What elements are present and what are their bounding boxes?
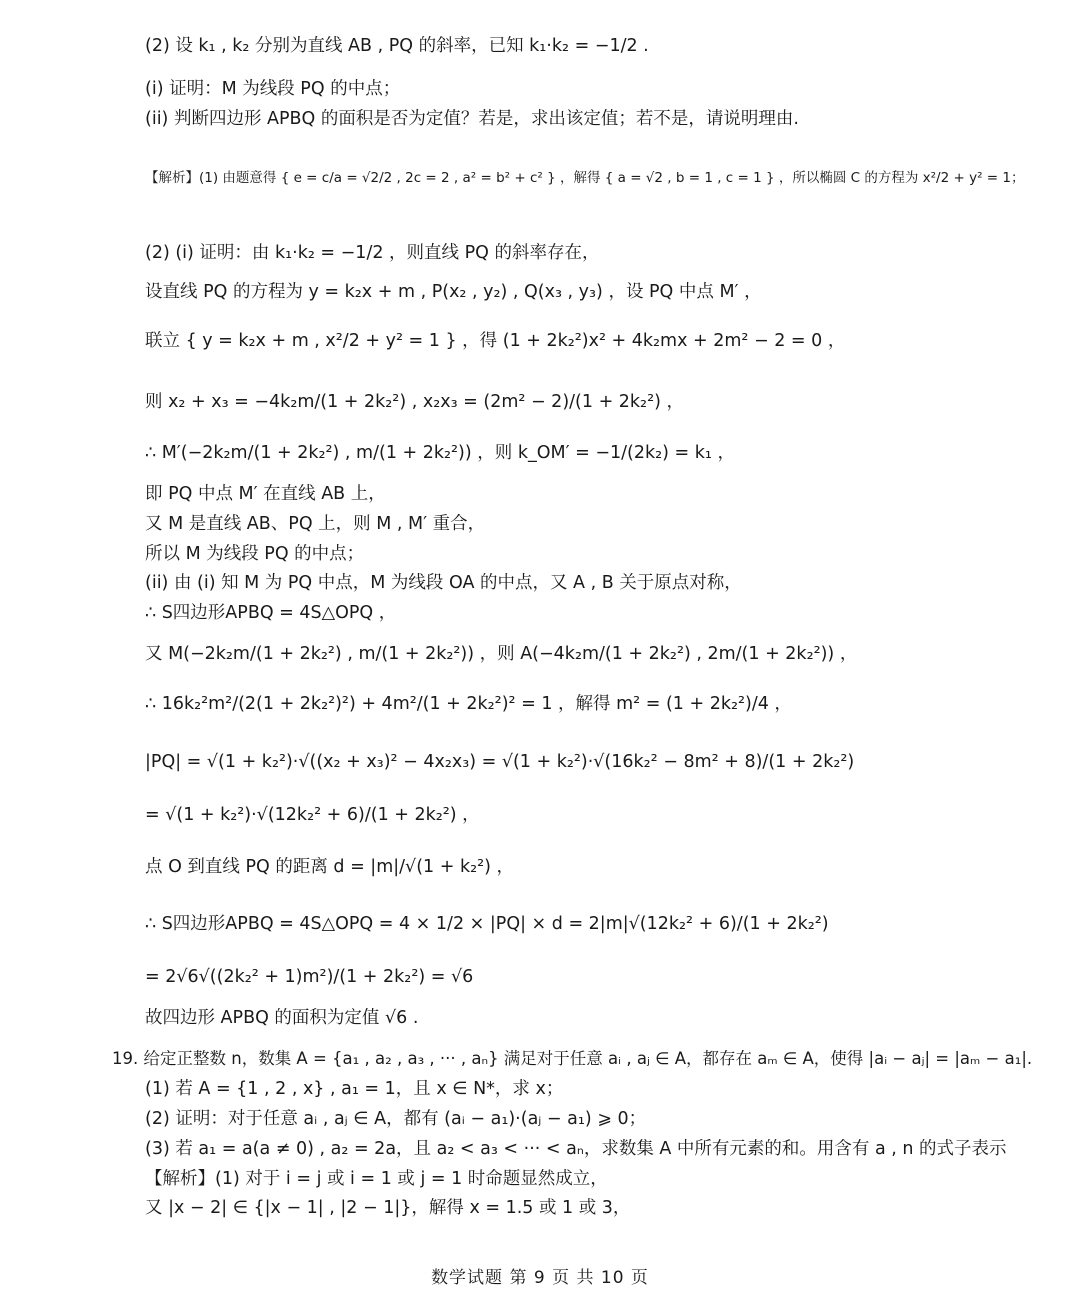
text-line: ∴ M′(−2k₂m/(1 + 2k₂²) , m/(1 + 2k₂²)) ，则 k_OM′ = −1/(2k₂) = k₁ ，	[145, 443, 735, 463]
text-line: 联立 { y = k₂x + m , x²/2 + y² = 1 } ，得 (1 + 2k₂²)x² + 4k₂mx + 2m² − 2 = 0 ，	[145, 331, 846, 351]
text-line: (ii) 由 (i) 知 M 为 PQ 中点，M 为线段 OA 的中点，又 A , B 关于原点对称，	[145, 573, 742, 593]
text-line: 【解析】(1) 由题意得 { e = c/a = √2/2 , 2c = 2 , a² = b² + c² } ，解得 { a = √2 , b = 1 , c = 1 } ，所以椭圆 C 的方程为 x²/2 + y² = 1；	[145, 170, 1025, 186]
text-line: (2) 证明：对于任意 aᵢ , aⱼ ∈ A，都有 (aᵢ − a₁)·(aⱼ − a₁) ⩾ 0；	[145, 1109, 647, 1129]
text-line: 所以 M 为线段 PQ 的中点；	[145, 544, 365, 564]
text-line: 即 PQ 中点 M′ 在直线 AB 上，	[145, 484, 386, 504]
text-line: 【解析】(1) 对于 i = j 或 i = 1 或 j = 1 时命题显然成立，	[145, 1169, 608, 1189]
text-line: = 2√6√((2k₂² + 1)m²)/(1 + 2k₂²) = √6	[145, 967, 474, 987]
text-line: (ii) 判断四边形 APBQ 的面积是否为定值？若是，求出该定值；若不是，请说明理由.	[145, 109, 799, 129]
text-line: (2) 设 k₁ , k₂ 分别为直线 AB , PQ 的斜率，已知 k₁·k₂ = −1/2 .	[145, 36, 649, 56]
text-line: (1) 若 A = {1 , 2 , x} , a₁ = 1，且 x ∈ N*，求 x；	[145, 1079, 564, 1099]
page-footer: 数学试题 第 9 页 共 10 页	[431, 1268, 649, 1288]
text-line: 又 |x − 2| ∈ {|x − 1| , |2 − 1|}，解得 x = 1.5 或 1 或 3，	[145, 1198, 631, 1218]
text-line: (i) 证明：M 为线段 PQ 的中点；	[145, 79, 401, 99]
text-line: 故四边形 APBQ 的面积为定值 √6 .	[145, 1008, 419, 1028]
text-line: 又 M 是直线 AB、PQ 上，则 M , M′ 重合，	[145, 514, 486, 534]
text-line: 则 x₂ + x₃ = −4k₂m/(1 + 2k₂²) , x₂x₃ = (2m² − 2)/(1 + 2k₂²) ，	[145, 392, 684, 412]
text-line: 设直线 PQ 的方程为 y = k₂x + m , P(x₂ , y₂) , Q(x₃ , y₃) ，设 PQ 中点 M′ ，	[145, 282, 762, 302]
text-line: ∴ 16k₂²m²/(2(1 + 2k₂²)²) + 4m²/(1 + 2k₂²)² = 1 ，解得 m² = (1 + 2k₂²)/4 ，	[145, 694, 792, 714]
text-line: (3) 若 a₁ = a(a ≠ 0) , a₂ = 2a，且 a₂ < a₃ < ··· < aₙ，求数集 A 中所有元素的和。用含有 a , n 的式子表示	[145, 1139, 1007, 1159]
text-line: |PQ| = √(1 + k₂²)·√((x₂ + x₃)² − 4x₂x₃) = √(1 + k₂²)·√(16k₂² − 8m² + 8)/(1 + 2k₂²)	[145, 752, 855, 772]
text-line: (2) (i) 证明：由 k₁·k₂ = −1/2 ，则直线 PQ 的斜率存在，	[145, 243, 600, 263]
text-line: 又 M(−2k₂m/(1 + 2k₂²) , m/(1 + 2k₂²)) ，则 A(−4k₂m/(1 + 2k₂²) , 2m/(1 + 2k₂²)) ，	[145, 644, 858, 664]
text-line: ∴ S四边形APBQ = 4S△OPQ ，	[145, 603, 397, 623]
text-line: 点 O 到直线 PQ 的距离 d = |m|/√(1 + k₂²) ，	[145, 857, 515, 877]
question-19-stem: 19. 给定正整数 n，数集 A = {a₁ , a₂ , a₃ , ··· , aₙ} 满足对于任意 aᵢ , aⱼ ∈ A，都存在 aₘ ∈ A，使得 |aᵢ − aⱼ| = |aₘ − a₁|.	[112, 1049, 1033, 1068]
text-line: ∴ S四边形APBQ = 4S△OPQ = 4 × 1/2 × |PQ| × d = 2|m|√(12k₂² + 6)/(1 + 2k₂²)	[145, 914, 829, 934]
text-line: = √(1 + k₂²)·√(12k₂² + 6)/(1 + 2k₂²) ，	[145, 805, 480, 825]
